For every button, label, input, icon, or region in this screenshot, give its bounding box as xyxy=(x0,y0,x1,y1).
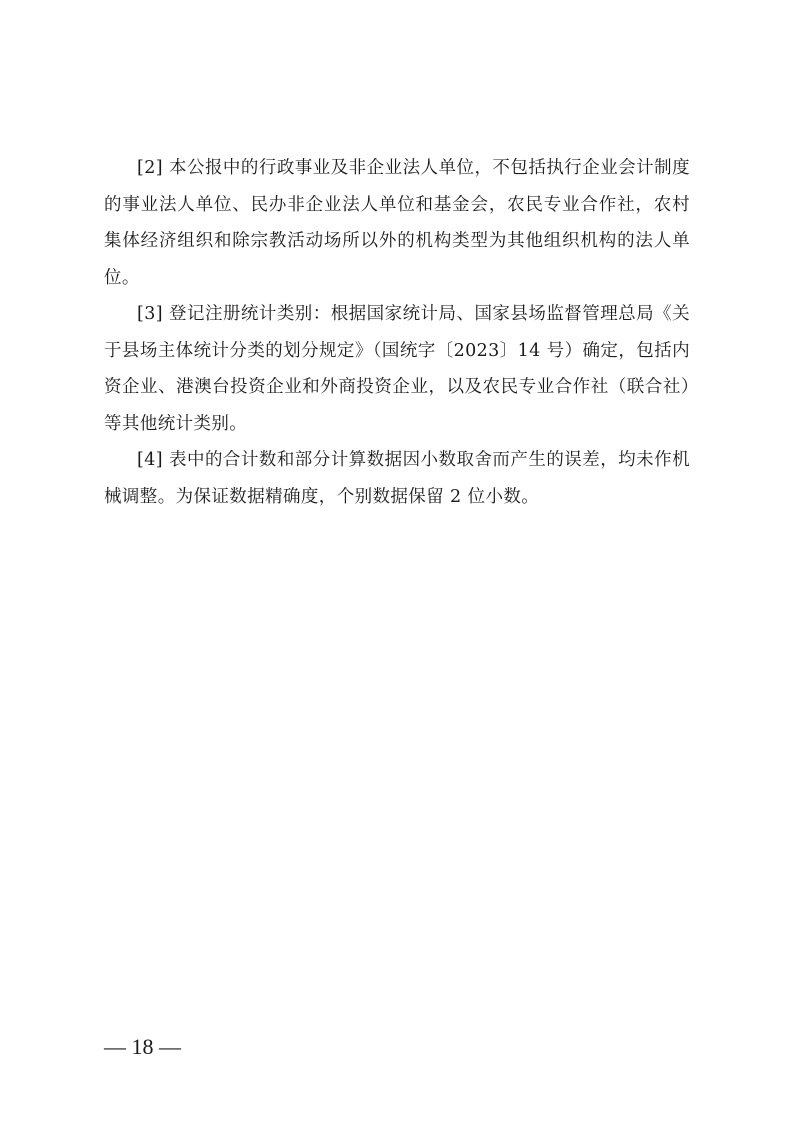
footnotes-section xyxy=(104,150,690,515)
footnote-4: [4] 表中的合计数和部分计算数据因小数取舍而产生的误差，均未作机械调整。为保证数据精确度，个别数据保留 2 位小数。 xyxy=(104,450,690,507)
page-number: — 18 — xyxy=(104,1034,181,1059)
footnote-3: [3] 登记注册统计类别：根据国家统计局、国家县场监督管理总局《关于县场主体统计分类的划分规定》（国统字〔2023〕14 号）确定，包括内资企业、港澳台投资企业和外商投资企业，以及农民专业合作社（联合社）等其他统计类别。 xyxy=(104,304,690,434)
footnote-2: [2] 本公报中的行政事业及非企业法人单位，不包括执行企业会计制度的事业法人单位、民办非企业法人单位和基金会，农民专业合作社，农村集体经济组织和除宗教活动场所以外的机构类型为其他组织机构的法人单位。 xyxy=(104,158,690,288)
